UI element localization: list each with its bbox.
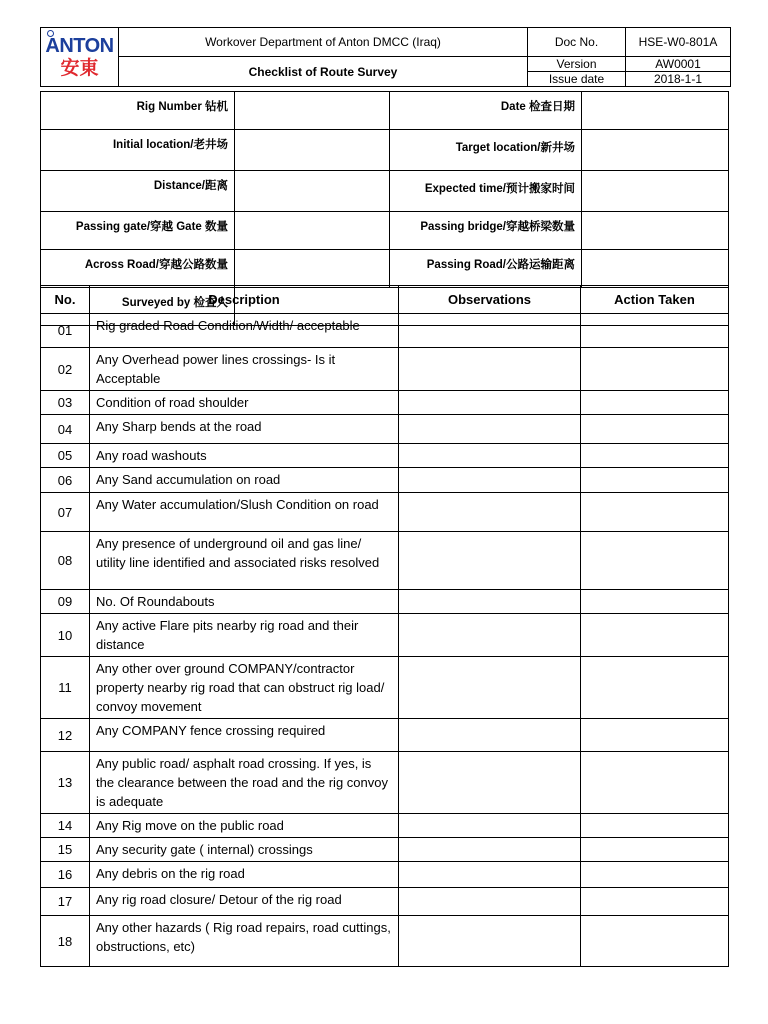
company-logo [45, 36, 113, 78]
item-number: 14 [41, 814, 90, 838]
observations-cell[interactable] [399, 888, 581, 916]
version-value: AW0001 [626, 57, 731, 72]
item-description: Any other hazards ( Rig road repairs, road cuttings, obstructions, etc) [90, 916, 399, 967]
item-description: Any road washouts [90, 444, 399, 468]
item-description: Any security gate ( internal) crossings [90, 838, 399, 862]
passing-gate-field[interactable] [235, 212, 390, 250]
table-row [41, 391, 729, 415]
checklist-body [41, 314, 729, 967]
observations-cell[interactable] [399, 752, 581, 814]
action-taken-cell[interactable] [581, 814, 729, 838]
observations-cell[interactable] [399, 444, 581, 468]
item-number: 02 [41, 348, 90, 391]
table-row [41, 590, 729, 614]
expected-time-label: Expected time/预计搬家时间 [390, 171, 582, 212]
item-description: Any Rig move on the public road [90, 814, 399, 838]
department-name: Workover Department of Anton DMCC (Iraq) [119, 28, 528, 57]
expected-time-field[interactable] [582, 171, 729, 212]
action-taken-cell[interactable] [581, 888, 729, 916]
observations-cell[interactable] [399, 468, 581, 493]
table-row [41, 444, 729, 468]
observations-cell[interactable] [399, 719, 581, 752]
action-taken-cell[interactable] [581, 314, 729, 348]
date-field[interactable] [582, 92, 729, 130]
observations-cell[interactable] [399, 590, 581, 614]
item-number: 07 [41, 493, 90, 532]
column-header-description: Description [90, 286, 399, 314]
action-taken-cell[interactable] [581, 752, 729, 814]
item-number: 17 [41, 888, 90, 916]
table-row [41, 493, 729, 532]
initial-location-label: Initial location/老井场 [41, 130, 235, 171]
action-taken-cell[interactable] [581, 657, 729, 719]
passing-gate-label: Passing gate/穿越 Gate 数量 [41, 212, 235, 250]
observations-cell[interactable] [399, 657, 581, 719]
date-label: Date 检查日期 [390, 92, 582, 130]
item-number: 06 [41, 468, 90, 493]
item-description: Any Overhead power lines crossings- Is it Acceptable [90, 348, 399, 391]
observations-cell[interactable] [399, 916, 581, 967]
table-row [41, 719, 729, 752]
table-row [41, 888, 729, 916]
passing-bridge-field[interactable] [582, 212, 729, 250]
table-row [41, 814, 729, 838]
item-number: 05 [41, 444, 90, 468]
issue-date-label: Issue date [528, 72, 626, 87]
surveyed-by-label: Surveyed by 检查人 [41, 288, 235, 326]
item-number: 15 [41, 838, 90, 862]
action-taken-cell[interactable] [581, 590, 729, 614]
checklist-header-row [41, 286, 729, 314]
item-number: 13 [41, 752, 90, 814]
table-row [41, 657, 729, 719]
action-taken-cell[interactable] [581, 862, 729, 888]
version-label: Version [528, 57, 626, 72]
item-number: 03 [41, 391, 90, 415]
logo-cell [41, 28, 119, 87]
observations-cell[interactable] [399, 862, 581, 888]
action-taken-cell[interactable] [581, 468, 729, 493]
initial-location-field[interactable] [235, 130, 390, 171]
item-description: Condition of road shoulder [90, 391, 399, 415]
action-taken-cell[interactable] [581, 719, 729, 752]
observations-cell[interactable] [399, 314, 581, 348]
passing-road-label: Passing Road/公路运输距离 [390, 250, 582, 288]
table-row [41, 415, 729, 444]
item-number: 01 [41, 314, 90, 348]
across-road-label: Across Road/穿越公路数量 [41, 250, 235, 288]
item-description: Any other over ground COMPANY/contractor property nearby rig road that can obstruct rig load/ convoy movement [90, 657, 399, 719]
doc-no-label: Doc No. [528, 28, 626, 57]
action-taken-cell[interactable] [581, 493, 729, 532]
observations-cell[interactable] [399, 814, 581, 838]
item-description: Any active Flare pits nearby rig road and their distance [90, 614, 399, 657]
action-taken-cell[interactable] [581, 348, 729, 391]
item-description: Rig graded Road Condition/Width/ acceptable [90, 314, 399, 348]
observations-cell[interactable] [399, 838, 581, 862]
observations-cell[interactable] [399, 493, 581, 532]
issue-date-value: 2018-1-1 [626, 72, 731, 87]
item-description: Any public road/ asphalt road crossing. If yes, is the clearance between the road and the rig convoy is adequate [90, 752, 399, 814]
item-number: 10 [41, 614, 90, 657]
item-number: 04 [41, 415, 90, 444]
item-description: Any Sharp bends at the road [90, 415, 399, 444]
item-number: 11 [41, 657, 90, 719]
rig-number-field[interactable] [235, 92, 390, 130]
distance-field[interactable] [235, 171, 390, 212]
observations-cell[interactable] [399, 348, 581, 391]
item-description: Any COMPANY fence crossing required [90, 719, 399, 752]
table-row [41, 468, 729, 493]
logo-english: ANTON [45, 36, 113, 56]
observations-cell[interactable] [399, 532, 581, 590]
column-header-observations: Observations [399, 286, 581, 314]
action-taken-cell[interactable] [581, 391, 729, 415]
table-row [41, 532, 729, 590]
document-title: Checklist of Route Survey [119, 57, 528, 87]
distance-label: Distance/距离 [41, 171, 235, 212]
passing-road-field[interactable] [582, 250, 729, 288]
item-description: Any presence of underground oil and gas line/ utility line identified and associated risks resolved [90, 532, 399, 590]
column-header-action: Action Taken [581, 286, 729, 314]
across-road-field[interactable] [235, 250, 390, 288]
item-number: 08 [41, 532, 90, 590]
item-number: 09 [41, 590, 90, 614]
item-number: 12 [41, 719, 90, 752]
table-row [41, 614, 729, 657]
action-taken-cell[interactable] [581, 614, 729, 657]
item-description: Any debris on the rig road [90, 862, 399, 888]
action-taken-cell[interactable] [581, 444, 729, 468]
action-taken-cell[interactable] [581, 916, 729, 967]
observations-cell[interactable] [399, 391, 581, 415]
table-row [41, 916, 729, 967]
item-number: 16 [41, 862, 90, 888]
checklist-table [40, 285, 729, 967]
table-row [41, 348, 729, 391]
passing-bridge-label: Passing bridge/穿越桥梁数量 [390, 212, 582, 250]
target-location-label: Target location/新井场 [390, 130, 582, 171]
column-header-no: No. [41, 286, 90, 314]
document-header [40, 27, 731, 87]
item-description: Any Sand accumulation on road [90, 468, 399, 493]
action-taken-cell[interactable] [581, 532, 729, 590]
action-taken-cell[interactable] [581, 415, 729, 444]
observations-cell[interactable] [399, 415, 581, 444]
logo-chinese: 安東 [60, 57, 99, 79]
item-description: Any Water accumulation/Slush Condition on road [90, 493, 399, 532]
table-row [41, 752, 729, 814]
table-row [41, 862, 729, 888]
table-row [41, 314, 729, 348]
item-number: 18 [41, 916, 90, 967]
action-taken-cell[interactable] [581, 838, 729, 862]
rig-number-label: Rig Number 钻机 [41, 92, 235, 130]
table-row [41, 838, 729, 862]
item-description: Any rig road closure/ Detour of the rig road [90, 888, 399, 916]
doc-no-value: HSE-W0-801A [626, 28, 731, 57]
target-location-field[interactable] [582, 130, 729, 171]
item-description: No. Of Roundabouts [90, 590, 399, 614]
observations-cell[interactable] [399, 614, 581, 657]
